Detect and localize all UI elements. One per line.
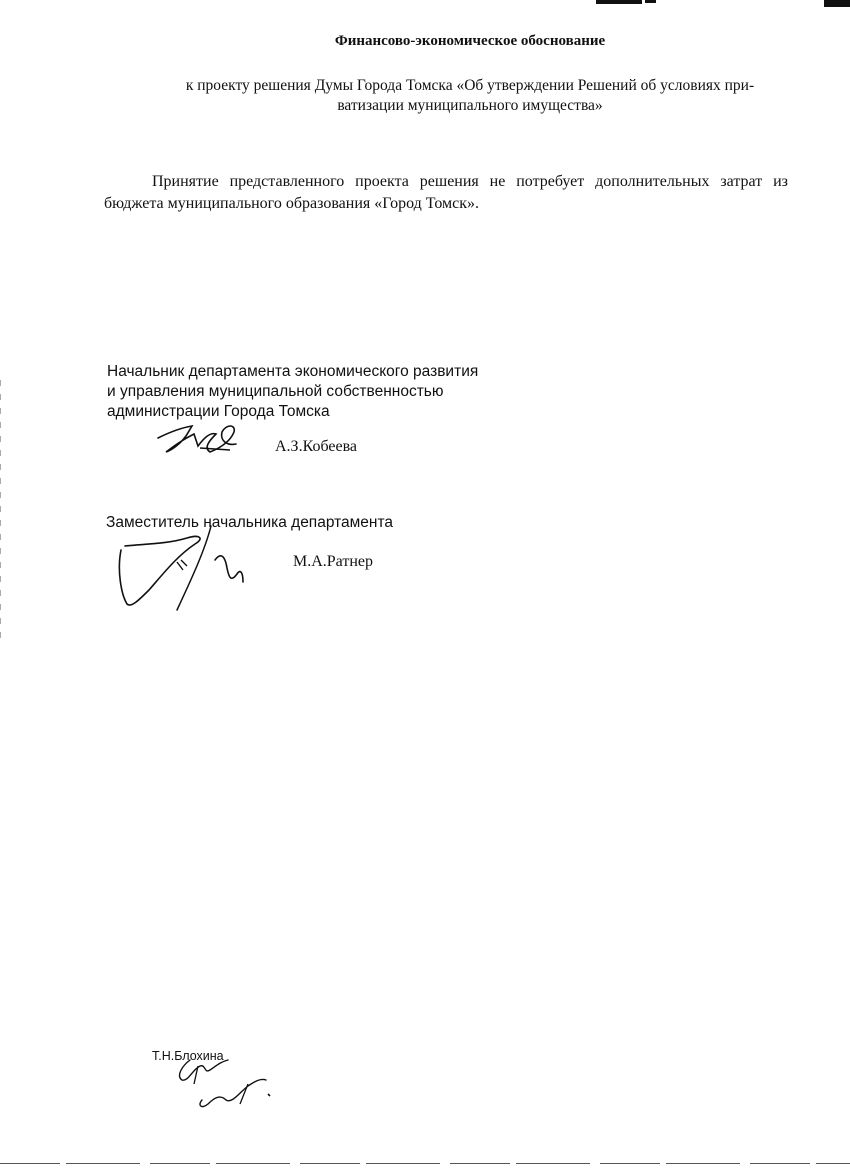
scan-edge-left xyxy=(0,380,1,640)
signatory-1-position-line: Начальник департамента экономического развития xyxy=(107,363,479,380)
signatory-1-name: А.З.Кобеева xyxy=(275,438,358,455)
scan-artifact xyxy=(824,0,850,7)
signatory-2-position-line: Заместитель начальника департамента xyxy=(106,514,394,531)
scan-artifact xyxy=(596,0,642,4)
document-title: Финансово-экономическое обоснование xyxy=(334,33,606,49)
signatory-1-position-line: администрации Города Томска xyxy=(107,403,330,420)
signature-2 xyxy=(115,520,255,612)
document-body: Принятие представленного проекта решения не потребует дополнительных затрат из бюджета муниципального образования «Город Томск». xyxy=(104,173,788,212)
scan-edge-bottom xyxy=(0,1163,850,1164)
signatory-2-name: М.А.Ратнер xyxy=(293,553,374,570)
signatory-1-position xyxy=(107,362,507,422)
document-subtitle: к проекту решения Думы Города Томска «Об утверждении Решений об условиях при-ватизации муниципального имущества» xyxy=(185,77,755,114)
executor-name: Т.Н.Блохина xyxy=(152,1049,224,1063)
signatory-1-position-line: и управления муниципальной собственностью xyxy=(107,383,444,400)
scan-artifact xyxy=(645,0,656,3)
signature-1 xyxy=(150,418,250,460)
executor-signature xyxy=(170,1056,280,1112)
